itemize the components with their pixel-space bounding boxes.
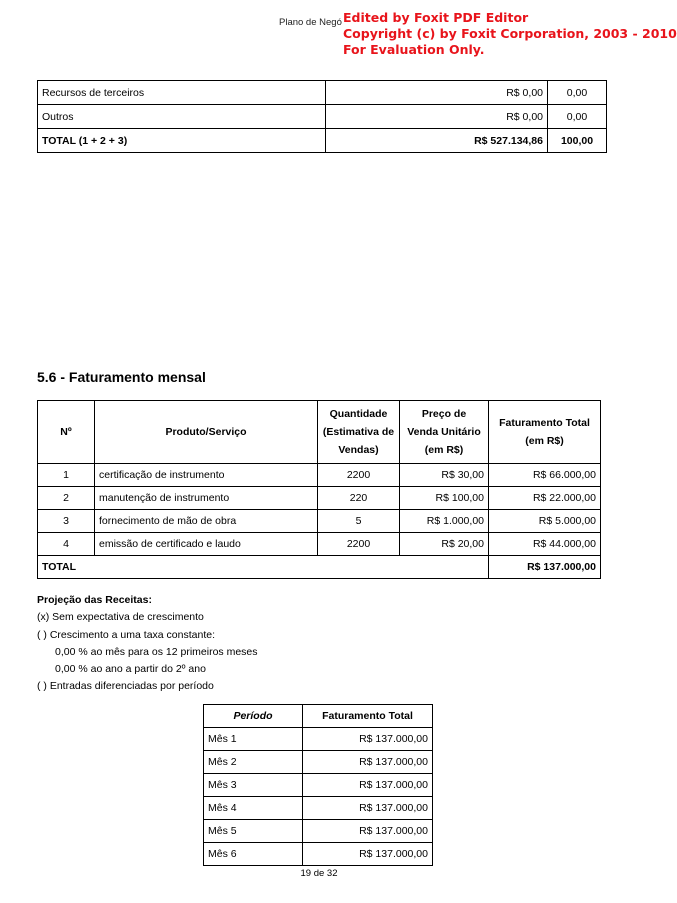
row-qty: 2200 [318, 533, 400, 556]
projection-rate: 0,00 % ao mês para os 12 primeiros meses [55, 645, 258, 658]
billing-header-row [38, 401, 601, 464]
projection-rate: 0,00 % ao ano a partir do 2º ano [55, 663, 206, 676]
billing-total-label: TOTAL [38, 556, 489, 579]
table-row [204, 751, 433, 774]
resource-total-label: TOTAL (1 + 2 + 3) [38, 129, 326, 153]
resource-total-percent: 100,00 [548, 129, 607, 153]
row-qty: 5 [318, 510, 400, 533]
revenue-projection [37, 592, 258, 696]
projection-option: (x) Sem expectativa de crescimento [37, 611, 204, 624]
period-label: Mês 1 [204, 728, 303, 751]
row-total: R$ 66.000,00 [489, 464, 601, 487]
watermark-line: For Evaluation Only. [343, 42, 485, 57]
header-total-line: Faturamento Total [499, 417, 590, 429]
header-qty-line: Vendas) [338, 444, 379, 456]
watermark-line: Copyright (c) by Foxit Corporation, 2003 - 2010 [343, 26, 677, 41]
table-row-total [38, 556, 601, 579]
row-num: 4 [38, 533, 95, 556]
billing-table [37, 400, 601, 579]
header-price-line: (em R$) [424, 444, 464, 456]
table-row [204, 843, 433, 866]
row-total: R$ 44.000,00 [489, 533, 601, 556]
table-row [38, 487, 601, 510]
table-row [204, 797, 433, 820]
header-total-line: (em R$) [525, 435, 564, 447]
header-price-line: Preço de [421, 408, 467, 420]
table-row-total [38, 129, 607, 153]
period-total: R$ 137.000,00 [303, 843, 433, 866]
resource-value: R$ 0,00 [326, 81, 548, 105]
header-num: Nº [38, 401, 95, 464]
projection-option: ( ) Entradas diferenciadas por período [37, 680, 214, 693]
section-title: 5.6 - Faturamento mensal [37, 369, 206, 385]
period-total: R$ 137.000,00 [303, 774, 433, 797]
table-row [38, 510, 601, 533]
header-price-line: Venda Unitário [407, 426, 481, 438]
row-num: 2 [38, 487, 95, 510]
row-price: R$ 20,00 [400, 533, 489, 556]
header-period: Período [204, 705, 303, 728]
row-price: R$ 100,00 [400, 487, 489, 510]
billing-total-value: R$ 137.000,00 [489, 556, 601, 579]
period-header-row [204, 705, 433, 728]
period-total: R$ 137.000,00 [303, 728, 433, 751]
table-row [204, 728, 433, 751]
resource-label: Recursos de terceiros [38, 81, 326, 105]
period-label: Mês 3 [204, 774, 303, 797]
table-row [38, 464, 601, 487]
period-label: Mês 4 [204, 797, 303, 820]
table-row [38, 533, 601, 556]
row-qty: 2200 [318, 464, 400, 487]
period-label: Mês 2 [204, 751, 303, 774]
watermark-line: Edited by Foxit PDF Editor [343, 10, 529, 25]
row-product: emissão de certificado e laudo [95, 533, 318, 556]
resource-value: R$ 0,00 [326, 105, 548, 129]
period-label: Mês 6 [204, 843, 303, 866]
row-total: R$ 22.000,00 [489, 487, 601, 510]
row-product: manutenção de instrumento [95, 487, 318, 510]
row-price: R$ 30,00 [400, 464, 489, 487]
header-price [400, 401, 489, 464]
period-total: R$ 137.000,00 [303, 820, 433, 843]
table-row [204, 820, 433, 843]
period-total: R$ 137.000,00 [303, 751, 433, 774]
resources-table [37, 80, 607, 153]
header-qty [318, 401, 400, 464]
projection-option: ( ) Crescimento a uma taxa constante: [37, 628, 215, 641]
period-label: Mês 5 [204, 820, 303, 843]
page-number: 19 de 32 [300, 868, 338, 879]
projection-title: Projeção das Receitas: [37, 594, 152, 606]
page-header-title: Plano de Negó [279, 17, 342, 28]
row-total: R$ 5.000,00 [489, 510, 601, 533]
row-qty: 220 [318, 487, 400, 510]
resource-percent: 0,00 [548, 81, 607, 105]
table-row [38, 81, 607, 105]
row-product: fornecimento de mão de obra [95, 510, 318, 533]
resource-percent: 0,00 [548, 105, 607, 129]
period-total: R$ 137.000,00 [303, 797, 433, 820]
row-num: 3 [38, 510, 95, 533]
header-total [489, 401, 601, 464]
header-period-total: Faturamento Total [303, 705, 433, 728]
foxit-watermark [343, 10, 677, 58]
resource-total-value: R$ 527.134,86 [326, 129, 548, 153]
period-table [203, 704, 433, 866]
row-num: 1 [38, 464, 95, 487]
header-qty-line: (Estimativa de [322, 426, 395, 438]
table-row [204, 774, 433, 797]
row-price: R$ 1.000,00 [400, 510, 489, 533]
header-qty-line: Quantidade [329, 408, 388, 420]
table-row [38, 105, 607, 129]
row-product: certificação de instrumento [95, 464, 318, 487]
header-product: Produto/Serviço [95, 401, 318, 464]
resource-label: Outros [38, 105, 326, 129]
